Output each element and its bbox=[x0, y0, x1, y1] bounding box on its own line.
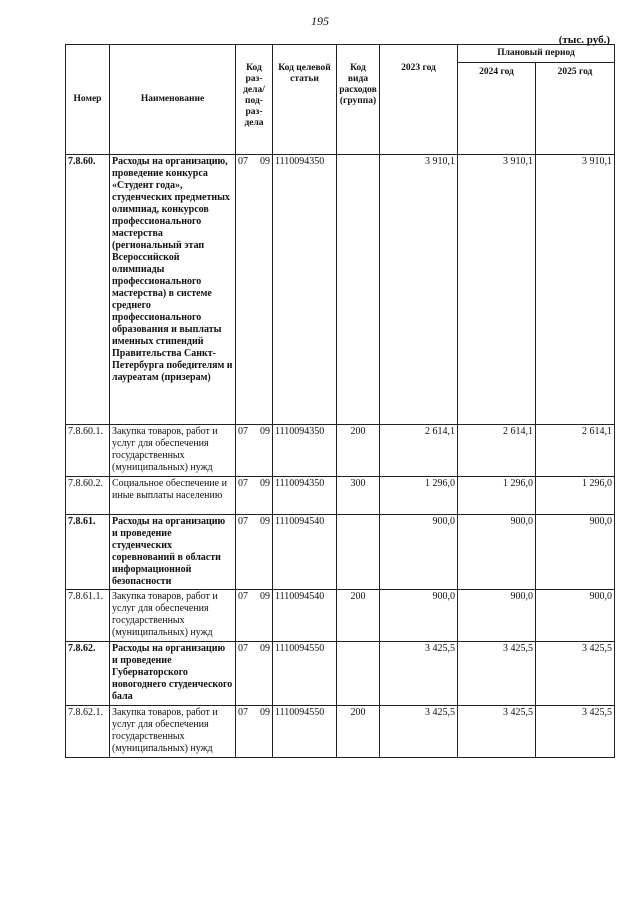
row-section-code bbox=[236, 515, 273, 590]
header-2023: 2023 год bbox=[380, 45, 458, 155]
subsection-code: 09 bbox=[260, 707, 270, 718]
row-name: Закупка товаров, работ и услуг для обеспечения государственных (муниципальных) нужд bbox=[110, 706, 236, 758]
row-value-2023: 1 296,0 bbox=[380, 477, 458, 515]
row-value-2025: 1 296,0 bbox=[536, 477, 615, 515]
row-value-2024: 3 425,5 bbox=[458, 706, 536, 758]
subsection-code: 09 bbox=[260, 426, 270, 437]
row-target-code: 1110094550 bbox=[273, 642, 337, 706]
row-target-code: 1110094350 bbox=[273, 155, 337, 425]
table-row bbox=[66, 425, 615, 477]
row-number: 7.8.60.1. bbox=[66, 425, 110, 477]
row-name: Социальное обеспечение и иные выплаты населению bbox=[110, 477, 236, 515]
table-row bbox=[66, 706, 615, 758]
subsection-code: 09 bbox=[260, 156, 270, 167]
subsection-code: 09 bbox=[260, 643, 270, 654]
row-value-2023: 3 425,5 bbox=[380, 642, 458, 706]
section-code: 07 bbox=[238, 516, 248, 527]
row-number: 7.8.60. bbox=[66, 155, 110, 425]
header-expense-code: Код вида расходов (группа) bbox=[337, 45, 380, 155]
subsection-code: 09 bbox=[260, 516, 270, 527]
row-expense-code: 300 bbox=[337, 477, 380, 515]
row-value-2025: 3 425,5 bbox=[536, 642, 615, 706]
row-section-code bbox=[236, 425, 273, 477]
row-value-2024: 3 910,1 bbox=[458, 155, 536, 425]
row-expense-code bbox=[337, 642, 380, 706]
row-value-2024: 900,0 bbox=[458, 515, 536, 590]
header-planned-period: Плановый период bbox=[458, 45, 615, 63]
table-row bbox=[66, 642, 615, 706]
table-row bbox=[66, 155, 615, 425]
row-value-2023: 2 614,1 bbox=[380, 425, 458, 477]
row-value-2025: 3 910,1 bbox=[536, 155, 615, 425]
row-target-code: 1110094540 bbox=[273, 590, 337, 642]
header-2025: 2025 год bbox=[536, 63, 615, 155]
header-name: Наименование bbox=[110, 45, 236, 155]
row-target-code: 1110094550 bbox=[273, 706, 337, 758]
row-number: 7.8.61. bbox=[66, 515, 110, 590]
section-code: 07 bbox=[238, 591, 248, 602]
row-target-code: 1110094350 bbox=[273, 425, 337, 477]
row-expense-code bbox=[337, 155, 380, 425]
row-name: Закупка товаров, работ и услуг для обеспечения государственных (муниципальных) нужд bbox=[110, 425, 236, 477]
row-section-code bbox=[236, 590, 273, 642]
row-section-code bbox=[236, 477, 273, 515]
row-section-code bbox=[236, 706, 273, 758]
row-section-code bbox=[236, 155, 273, 425]
header-2024: 2024 год bbox=[458, 63, 536, 155]
row-target-code: 1110094540 bbox=[273, 515, 337, 590]
header-number: Номер bbox=[66, 45, 110, 155]
row-value-2023: 3 910,1 bbox=[380, 155, 458, 425]
row-value-2023: 900,0 bbox=[380, 590, 458, 642]
header-target-code: Код целевой статьи bbox=[273, 45, 337, 155]
row-name: Расходы на организацию и проведение студенческих соревнований в области информационной безопасности bbox=[110, 515, 236, 590]
row-expense-code: 200 bbox=[337, 706, 380, 758]
section-code: 07 bbox=[238, 707, 248, 718]
row-name: Расходы на организацию, проведение конкурса «Студент года», студенческих предметных олимпиад, конкурсов профессионального мастерства (региональный этап Всероссийской олимпиады профессионального мастерства) в системе среднего профессионального образования и выплаты именных стипендий Правительства Санкт-Петербурга победителям и лауреатам (призерам) bbox=[110, 155, 236, 425]
row-name: Расходы на организацию и проведение Губернаторского новогоднего студенческого бала bbox=[110, 642, 236, 706]
row-value-2024: 1 296,0 bbox=[458, 477, 536, 515]
subsection-code: 09 bbox=[260, 478, 270, 489]
row-target-code: 1110094350 bbox=[273, 477, 337, 515]
row-expense-code bbox=[337, 515, 380, 590]
row-value-2025: 900,0 bbox=[536, 515, 615, 590]
row-value-2024: 2 614,1 bbox=[458, 425, 536, 477]
table-row bbox=[66, 477, 615, 515]
row-value-2024: 900,0 bbox=[458, 590, 536, 642]
table-row bbox=[66, 590, 615, 642]
row-value-2025: 2 614,1 bbox=[536, 425, 615, 477]
budget-table bbox=[65, 44, 615, 758]
row-name: Закупка товаров, работ и услуг для обеспечения государственных (муниципальных) нужд bbox=[110, 590, 236, 642]
table-row bbox=[66, 515, 615, 590]
section-code: 07 bbox=[238, 643, 248, 654]
row-expense-code: 200 bbox=[337, 425, 380, 477]
row-value-2025: 3 425,5 bbox=[536, 706, 615, 758]
header-section-code: Код раз-дела/ под-раз-дела bbox=[236, 45, 273, 155]
row-number: 7.8.61.1. bbox=[66, 590, 110, 642]
subsection-code: 09 bbox=[260, 591, 270, 602]
row-value-2024: 3 425,5 bbox=[458, 642, 536, 706]
row-value-2025: 900,0 bbox=[536, 590, 615, 642]
row-value-2023: 900,0 bbox=[380, 515, 458, 590]
section-code: 07 bbox=[238, 156, 248, 167]
row-value-2023: 3 425,5 bbox=[380, 706, 458, 758]
row-number: 7.8.62. bbox=[66, 642, 110, 706]
section-code: 07 bbox=[238, 478, 248, 489]
row-number: 7.8.62.1. bbox=[66, 706, 110, 758]
row-expense-code: 200 bbox=[337, 590, 380, 642]
row-section-code bbox=[236, 642, 273, 706]
section-code: 07 bbox=[238, 426, 248, 437]
units-label: (тыс. руб.) bbox=[558, 34, 610, 46]
page-number: 195 bbox=[311, 14, 329, 28]
row-number: 7.8.60.2. bbox=[66, 477, 110, 515]
